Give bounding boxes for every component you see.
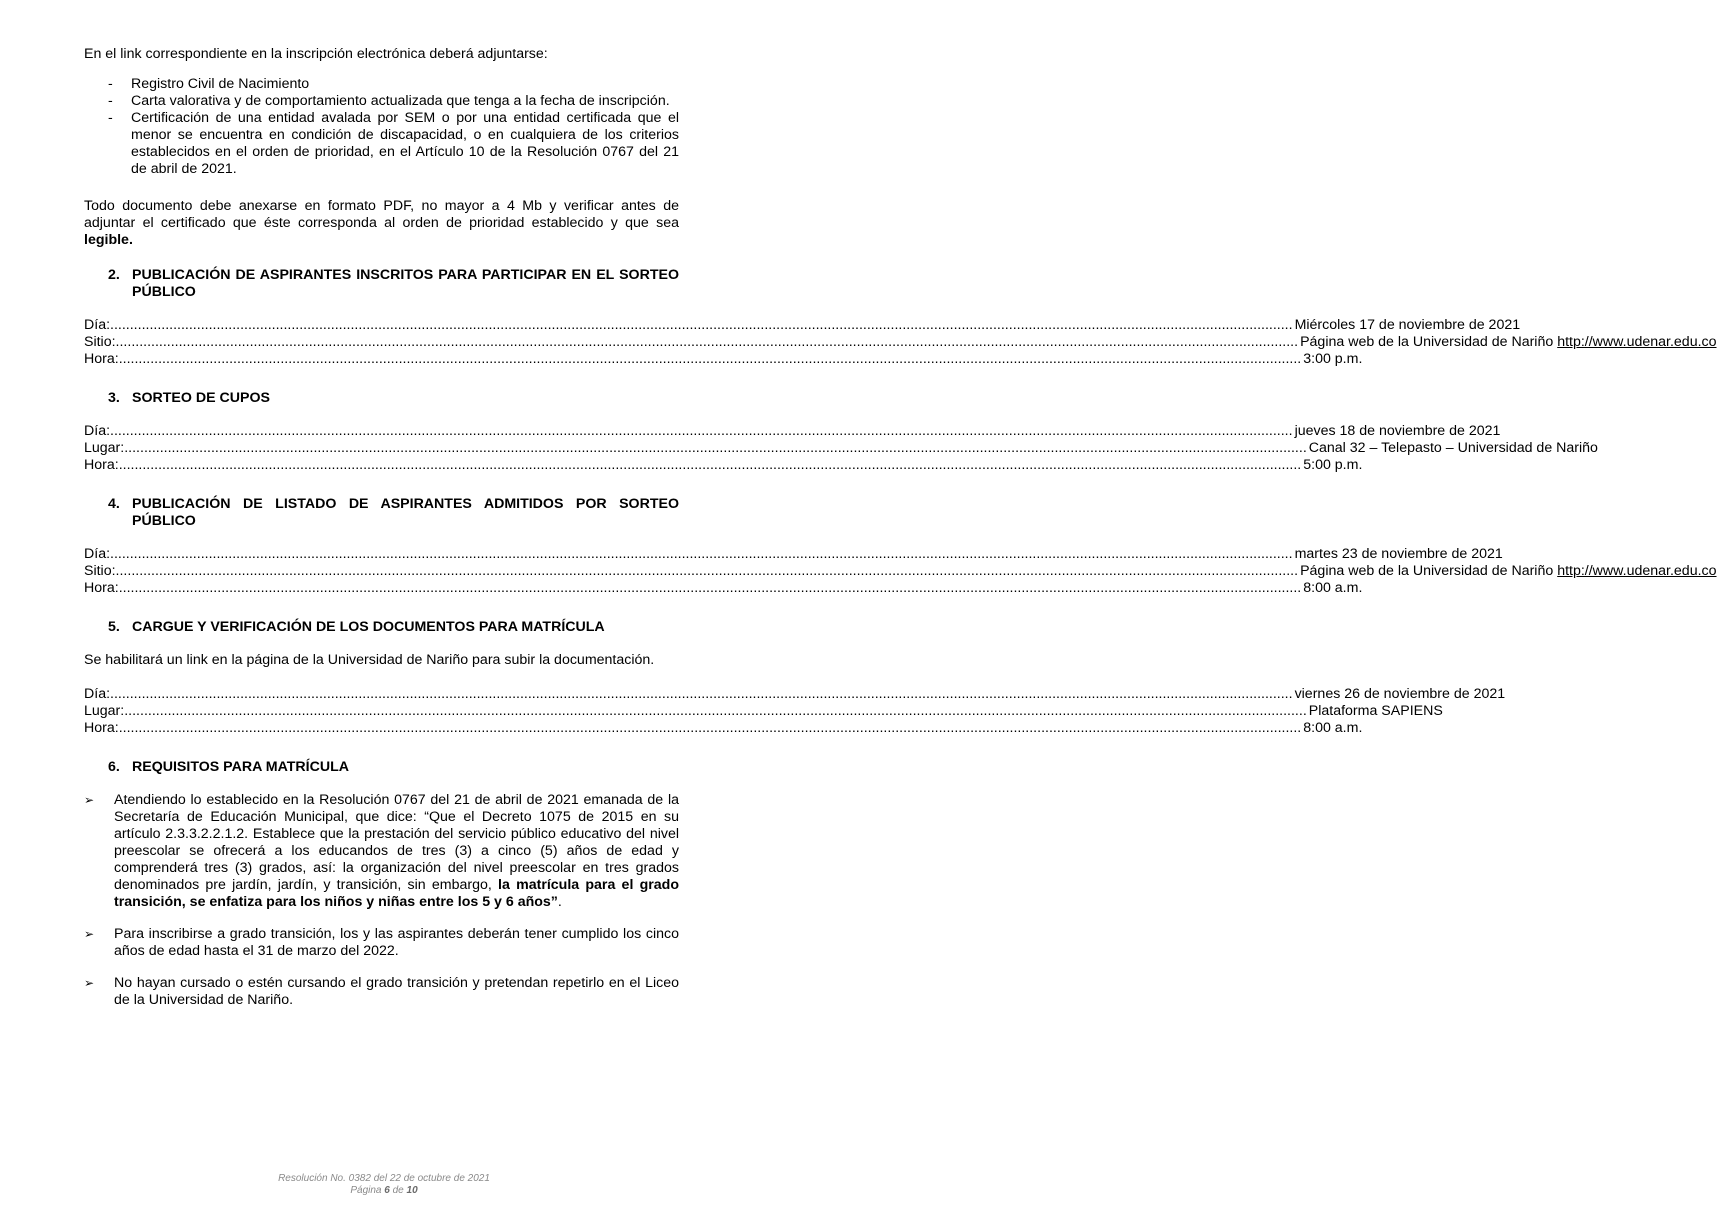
dot-leader: ............................................................................................................................................................................................................................................................................................................	[115, 563, 1299, 579]
schedule-row-hora: Hora: ............................................................................................................................................................................................................................................................................................................ 8:00 a.m.	[84, 720, 1363, 736]
dot-leader: ............................................................................................................................................................................................................................................................................................................	[110, 686, 1293, 702]
document-list	[84, 76, 679, 178]
arrow-bullet-icon: ➢	[84, 927, 95, 941]
schedule-row-hora: Hora: ............................................................................................................................................................................................................................................................................................................ 5:00 p.m.	[84, 457, 1363, 473]
list-item: - Registro Civil de Nacimiento	[108, 76, 310, 92]
dot-leader: ............................................................................................................................................................................................................................................................................................................	[110, 546, 1293, 562]
dot-leader: ............................................................................................................................................................................................................................................................................................................	[118, 457, 1302, 473]
dot-leader: ............................................................................................................................................................................................................................................................................................................	[124, 703, 1307, 719]
section-2-schedule	[84, 317, 1717, 368]
schedule-row-dia: Día: ............................................................................................................................................................................................................................................................................................................ martes 23 de noviembre de 2021	[84, 546, 1503, 562]
dot-leader: ............................................................................................................................................................................................................................................................................................................	[118, 351, 1302, 367]
schedule-row-sitio: Sitio: ............................................................................................................................................................................................................................................................................................................ Página web de la Universidad de Nariño http://www.udenar.edu.co	[84, 334, 1717, 350]
list-item: - Certificación de una entidad avalada por SEM o por una entidad certificada que el menor se encuentra en condición de discapacidad, o en cualquiera de los criterios establecidos en el orden de prioridad, en el Artículo 10 de la Resolución 0767 del 21 de abril de 2021.	[108, 110, 679, 177]
document-page	[84, 46, 1717, 1024]
schedule-row-hora: Hora: ............................................................................................................................................................................................................................................................................................................ 8:00 a.m.	[84, 580, 1363, 596]
dot-leader: ............................................................................................................................................................................................................................................................................................................	[115, 334, 1299, 350]
list-item: ➢ No hayan cursado o estén cursando el grado transición y pretendan repetirlo en el Liceo de la Universidad de Nariño.	[84, 975, 679, 1008]
section-4-heading: 4. PUBLICACIÓN DE LISTADO DE ASPIRANTES ADMITIDOS POR SORTEO PÚBLICO	[108, 496, 679, 529]
dash-bullet-icon: -	[108, 110, 113, 126]
section-5-text: Se habilitará un link en la página de la Universidad de Nariño para subir la documentación.	[84, 652, 655, 668]
schedule-row-lugar: Lugar: ............................................................................................................................................................................................................................................................................................................ Plataforma SAPIENS	[84, 703, 1443, 719]
dot-leader: ............................................................................................................................................................................................................................................................................................................	[118, 580, 1302, 596]
schedule-row-hora: Hora: ............................................................................................................................................................................................................................................................................................................ 3:00 p.m.	[84, 351, 1363, 367]
footer-page-number: Página 6 de 10	[350, 1185, 418, 1196]
section-5-schedule	[84, 686, 1506, 737]
section-6-heading: 6. REQUISITOS PARA MATRÍCULA	[108, 759, 350, 775]
dash-bullet-icon: -	[108, 76, 113, 92]
dot-leader: ............................................................................................................................................................................................................................................................................................................	[118, 720, 1302, 736]
schedule-row-dia: Día: ............................................................................................................................................................................................................................................................................................................ jueves 18 de noviembre de 2021	[84, 423, 1501, 439]
footer-resolution: Resolución No. 0382 del 22 de octubre de 2021	[278, 1173, 490, 1184]
list-item: ➢ Para inscribirse a grado transición, los y las aspirantes deberán tener cumplido los cinco años de edad hasta el 31 de marzo del 2022.	[84, 926, 679, 959]
schedule-row-lugar: Lugar: ............................................................................................................................................................................................................................................................................................................ Canal 32 – Telepasto – Universidad de Nariño	[84, 440, 1598, 456]
section-4-schedule	[84, 546, 1717, 597]
dash-bullet-icon: -	[108, 93, 113, 109]
dot-leader: ............................................................................................................................................................................................................................................................................................................	[124, 440, 1307, 456]
arrow-bullet-icon: ➢	[84, 793, 95, 807]
section-5-heading: 5. CARGUE Y VERIFICACIÓN DE LOS DOCUMENTOS PARA MATRÍCULA	[108, 619, 605, 635]
pdf-note: Todo documento debe anexarse en formato PDF, no mayor a 4 Mb y verificar antes de adjuntar el certificado que éste corresponda al orden de prioridad establecido y que sea legible.	[84, 198, 679, 248]
dot-leader: ............................................................................................................................................................................................................................................................................................................	[110, 423, 1293, 439]
dot-leader: ............................................................................................................................................................................................................................................................................................................	[110, 317, 1293, 333]
section-2-heading: 2. PUBLICACIÓN DE ASPIRANTES INSCRITOS PARA PARTICIPAR EN EL SORTEO PÚBLICO	[108, 267, 679, 300]
requirements-list	[84, 792, 679, 1009]
page-footer	[0, 1173, 768, 1197]
section-3-heading: 3. SORTEO DE CUPOS	[108, 390, 270, 406]
udenar-link[interactable]: http://www.udenar.edu.co	[1557, 563, 1717, 579]
section-3-schedule	[84, 423, 1598, 474]
intro-text: En el link correspondiente en la inscripción electrónica deberá adjuntarse:	[84, 46, 548, 62]
schedule-row-dia: Día: ............................................................................................................................................................................................................................................................................................................ viernes 26 de noviembre de 2021	[84, 686, 1506, 702]
list-item: - Carta valorativa y de comportamiento actualizada que tenga a la fecha de inscripción.	[108, 93, 670, 109]
list-item: ➢ Atendiendo lo establecido en la Resolución 0767 del 21 de abril de 2021 emanada de la Secretaría de Educación Municipal, que dice: “Que el Decreto 1075 de 2015 en su artículo 2.3.3.2.2.1.2. Establece que la prestación del servicio público educativo del nivel preescolar se ofrecerá a los educandos de tres (3) a cinco (5) años de edad y comprenderá tres (3) grados, así: la organización del nivel preescolar en tres grados denominados pre jardín, jardín, y transición, sin embargo, la matrícula para el grado transición, se enfatiza para los niños y niñas entre los 5 y 6 años”.	[84, 792, 679, 910]
schedule-row-dia: Día: ............................................................................................................................................................................................................................................................................................................ Miércoles 17 de noviembre de 2021	[84, 317, 1521, 333]
udenar-link[interactable]: http://www.udenar.edu.co	[1557, 334, 1717, 350]
schedule-row-sitio: Sitio: ............................................................................................................................................................................................................................................................................................................ Página web de la Universidad de Nariño http://www.udenar.edu.co	[84, 563, 1717, 579]
arrow-bullet-icon: ➢	[84, 976, 95, 990]
